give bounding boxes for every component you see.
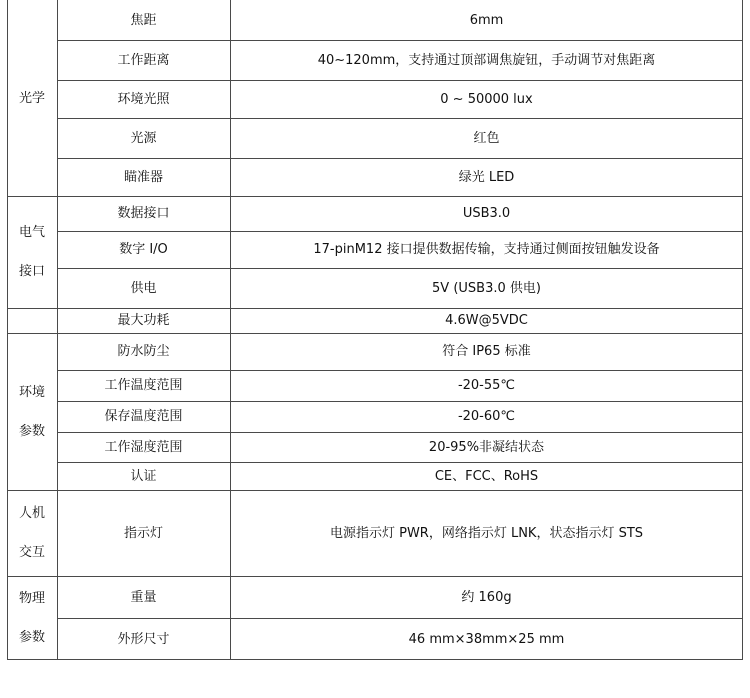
grid-line xyxy=(57,118,743,119)
spec-label: 保存温度范围 xyxy=(104,409,183,424)
spec-value: 符合 IP65 标准 xyxy=(442,344,531,359)
grid-line xyxy=(230,0,231,660)
spec-label: 最大功耗 xyxy=(117,313,170,328)
spec-value: 0 ~ 50000 lux xyxy=(440,91,533,107)
category-label xyxy=(7,196,57,308)
grid-line xyxy=(57,268,743,269)
spec-label: 数字 I/O xyxy=(119,242,168,257)
spec-table xyxy=(7,0,743,660)
category-label xyxy=(7,333,57,490)
spec-label: 光源 xyxy=(130,130,157,146)
spec-label: 供电 xyxy=(130,280,157,296)
grid-line xyxy=(57,0,58,660)
category-label-line: 电气 xyxy=(18,225,45,240)
grid-line xyxy=(57,618,743,619)
spec-value: 红色 xyxy=(473,130,500,146)
grid-line xyxy=(57,462,743,463)
grid-line xyxy=(57,231,743,232)
spec-label: 重量 xyxy=(130,589,157,605)
category-label-line: 光学 xyxy=(18,90,45,106)
spec-label: 数据接口 xyxy=(117,206,170,221)
grid-line xyxy=(7,659,743,660)
grid-line xyxy=(7,308,743,309)
category-label xyxy=(7,576,57,660)
spec-value: 46 mm×38mm×25 mm xyxy=(408,631,565,647)
category-label-line: 参数 xyxy=(18,630,45,645)
grid-line xyxy=(57,401,743,402)
spec-label: 焦距 xyxy=(130,12,157,28)
spec-label: 外形尺寸 xyxy=(117,631,170,647)
spec-value: -20-55℃ xyxy=(457,378,516,393)
grid-line xyxy=(57,158,743,159)
spec-value: 绿光 LED xyxy=(458,169,515,185)
category-label xyxy=(7,490,57,576)
grid-line xyxy=(7,576,743,577)
grid-line xyxy=(742,0,743,660)
category-label-line: 人机 xyxy=(18,506,45,521)
spec-value: -20-60℃ xyxy=(457,409,516,424)
spec-label: 防水防尘 xyxy=(117,344,170,359)
spec-label: 工作湿度范围 xyxy=(104,439,183,455)
grid-line xyxy=(57,40,743,41)
spec-value: 5V (USB3.0 供电) xyxy=(432,280,541,296)
grid-line xyxy=(7,0,8,660)
spec-value: 4.6W@5VDC xyxy=(445,313,528,328)
grid-line xyxy=(7,490,743,491)
spec-label: 瞄准器 xyxy=(123,169,163,185)
grid-line xyxy=(57,370,743,371)
spec-value: 20-95%非凝结状态 xyxy=(428,439,545,455)
category-label-line: 环境 xyxy=(18,384,45,400)
spec-value: 约 160g xyxy=(461,589,512,605)
spec-value: 6mm xyxy=(469,12,504,28)
spec-value: USB3.0 xyxy=(462,206,511,221)
spec-value: CE、FCC、RoHS xyxy=(434,468,539,484)
grid-line xyxy=(57,432,743,433)
category-label-line: 参数 xyxy=(18,423,45,439)
spec-value: 40~120mm，支持通过顶部调焦旋钮，手动调节对焦距离 xyxy=(317,52,656,68)
category-label-line: 物理 xyxy=(18,591,45,606)
grid-line xyxy=(7,196,743,197)
spec-label: 认证 xyxy=(130,468,157,484)
grid-line xyxy=(7,333,743,334)
category-label xyxy=(7,0,57,196)
category-label-line: 接口 xyxy=(18,264,45,279)
spec-value: 17-pinM12 接口提供数据传输，支持通过侧面按钮触发设备 xyxy=(313,242,660,257)
spec-label: 环境光照 xyxy=(117,91,170,107)
spec-value: 电源指示灯 PWR，网络指示灯 LNK，状态指示灯 STS xyxy=(329,525,644,541)
grid-line xyxy=(57,80,743,81)
spec-label: 指示灯 xyxy=(123,525,163,541)
spec-label: 工作距离 xyxy=(117,52,170,68)
spec-label: 工作温度范围 xyxy=(104,378,183,393)
category-label xyxy=(7,308,57,333)
category-label-line: 交互 xyxy=(18,545,45,560)
